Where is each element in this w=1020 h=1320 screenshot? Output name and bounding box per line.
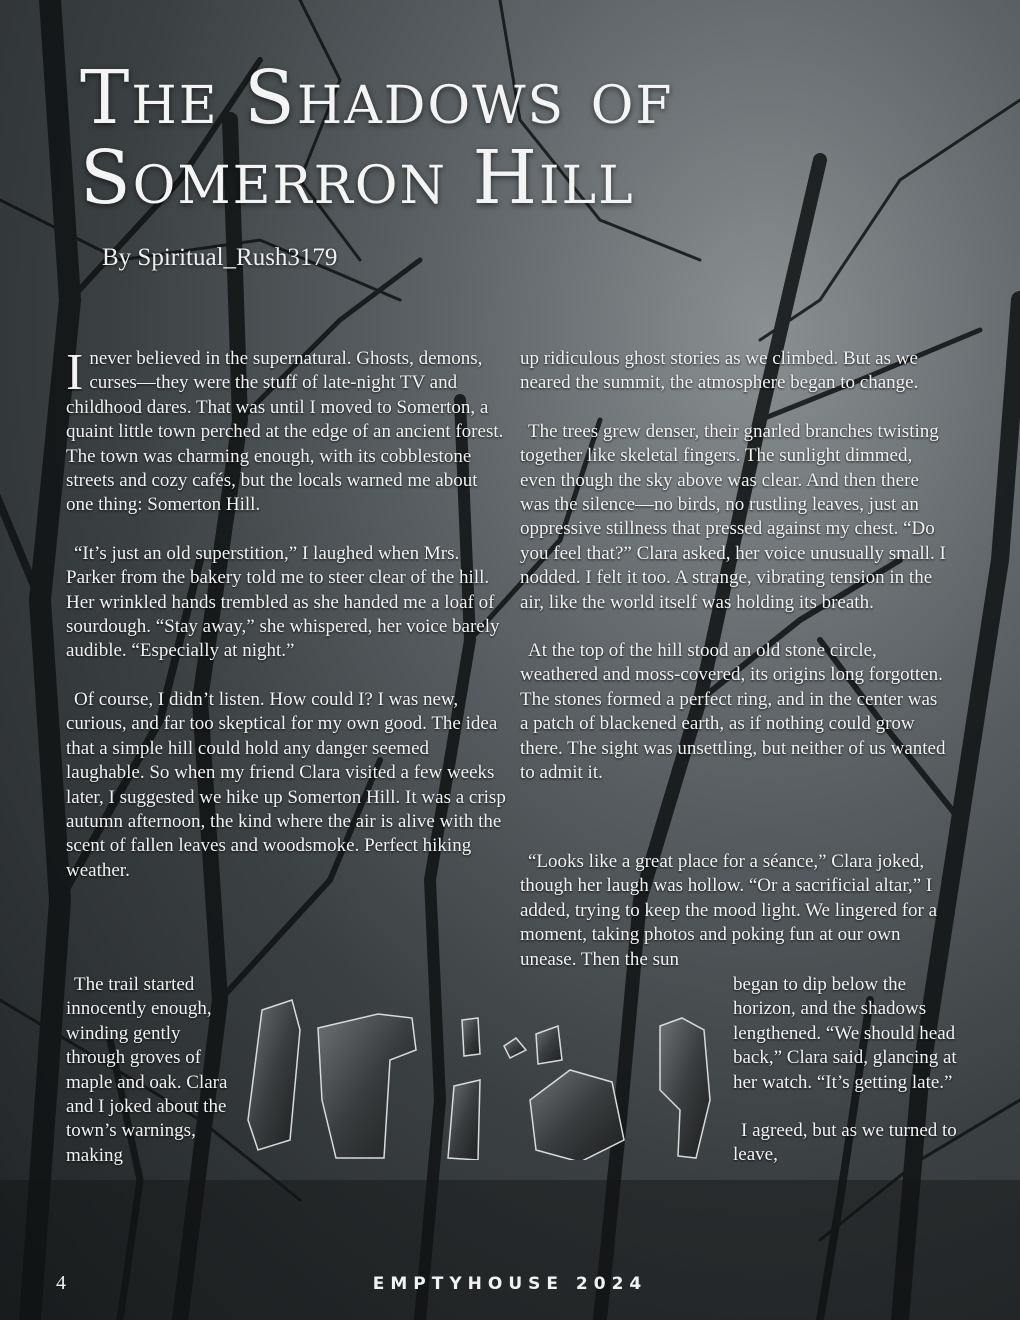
- stone-4: [448, 1080, 480, 1160]
- page-number: 4: [56, 1272, 66, 1294]
- column-right-wrap: [733, 973, 963, 1192]
- drop-cap: I: [66, 344, 84, 401]
- column-right: [520, 347, 950, 810]
- article-title: [80, 55, 960, 221]
- stone-2: [318, 1014, 416, 1158]
- paragraph-3: Of course, I didn’t listen. How could I? I was new, curious, and far too skeptical for my own good. The idea that a simple hill could hold any danger seemed laughable. So when my friend Clara visited a few weeks later, I suggested we hike up Somerton Hill. It was a crisp autumn afternoon, the kind where the air is alive with the scent of fallen leaves and woodsmoke. Perfect hiking weather.: [66, 688, 506, 881]
- title-line-1: The Shadows of: [80, 55, 674, 141]
- paragraph-2: “It’s just an old superstition,” I laughed when Mrs. Parker from the bakery told me to steer clear of the hill. Her wrinkled hands trembled as she handed me a loaf of sourdough. “Stay away,” she whispered, her voice barely audible. “Especially at night.”: [66, 542, 500, 662]
- paragraph-9: I agreed, but as we turned to leave,: [733, 1120, 957, 1166]
- paragraph-6: The trees grew denser, their gnarled branches twisting together like skeletal fingers. The sunlight dimmed, even though the sky above was clear. And then there was the silence—no birds, no rustling leaves, just an oppressive stillness that pressed against my chest. “Do you feel that?” Clara asked, her voice unusually small. I nodded. I felt it too. A strange, vibrating tension in the air, like the world itself was holding its breath.: [520, 420, 946, 613]
- paragraph-4: The trail started innocently enough, winding gently through groves of maple and oak. Clara and I joked about the town’s warnings, making: [66, 974, 228, 1166]
- title-line-2: Somerron Hill: [80, 135, 635, 221]
- paragraph-5: up ridiculous ghost stories as we climbed. But as we neared the summit, the atmosphere began to change.: [520, 348, 919, 394]
- stone-7: [530, 1070, 624, 1160]
- paragraph-7: At the top of the hill stood an old stone circle, weathered and moss-covered, its origins long forgotten. The stones formed a perfect ring, and in the center was a patch of blackened earth, as if nothing could grow there. The sight was unsettling, but neither of us wanted to admit it.: [520, 640, 946, 784]
- stone-3: [462, 1018, 480, 1056]
- paragraph-8-start: [520, 850, 950, 972]
- stone-6: [536, 1026, 562, 1064]
- stone-1: [248, 1000, 300, 1150]
- publication-footer: EMPTYHOUSE 2024: [372, 1274, 648, 1294]
- stone-5: [504, 1038, 526, 1058]
- standing-stones-illustration: [240, 990, 730, 1160]
- column-left: [66, 344, 506, 907]
- paragraph-1: [66, 344, 506, 518]
- paragraph-8b: began to dip below the horizon, and the shadows lengthened. “We should head back,” Clara said, glancing at her watch. “It’s getting late.”: [733, 974, 957, 1093]
- stone-8: [660, 1018, 710, 1158]
- author-byline: By Spiritual_Rush3179: [102, 244, 338, 271]
- paragraph-8a: “Looks like a great place for a séance,” Clara joked, though her laugh was hollow. “Or a sacrificial altar,” I added, trying to keep the mood light. We lingered for a moment, taking photos and poking fun at our own unease. Then the sun: [520, 851, 938, 970]
- paragraph-1-text: never believed in the supernatural. Ghosts, demons, curses—they were the stuff of late-night TV and childhood dares. That was until I moved to Somerton, a quaint little town perched at the edge of an ancient forest. The town was charming enough, with its cobblestone streets and cozy cafés, but the locals warned me about one thing: Somerton Hill.: [66, 348, 504, 516]
